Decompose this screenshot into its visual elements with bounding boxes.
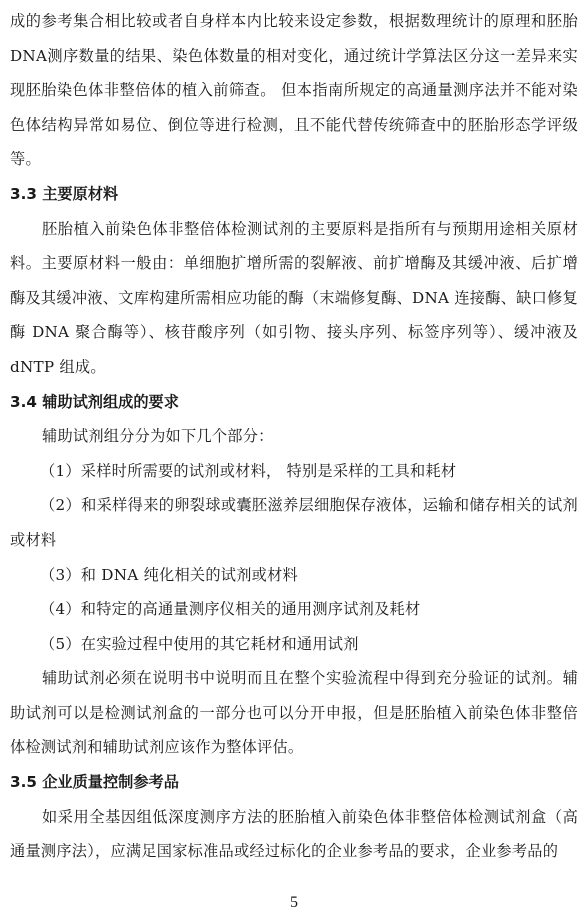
- paragraph-quality-control: 如采用全基因组低深度测序方法的胚胎植入前染色体非整倍体检测试剂盒（高通量测序法），应满足国家标准品或经过标化的企业参考品的要求，企业参考品的: [10, 807, 578, 861]
- document-body: [10, 4, 578, 869]
- list-item-2: （2）和采样得来的卵裂球或囊胚滋养层细胞保存液体，运输和储存相关的试剂或材料: [10, 496, 578, 549]
- section-heading-3-4: 3.4 辅助试剂组成的要求: [10, 392, 179, 411]
- section-heading-3-5: 3.5 企业质量控制参考品: [10, 773, 179, 792]
- paragraph-auxiliary-intro: 辅助试剂组分分为如下几个部分：: [42, 427, 274, 446]
- page-number: 5: [290, 894, 298, 911]
- list-item-4: （4）和特定的高通量测序仪相关的通用测序试剂及耗材: [40, 600, 421, 619]
- paragraph-auxiliary-requirements: 辅助试剂必须在说明书中说明而且在整个实验流程中得到充分验证的试剂。辅助试剂可以是检测试剂盒的一部分也可以分开申报，但是胚胎植入前染色体非整倍体检测试剂和辅助试剂应该作为整体评估。: [10, 669, 578, 757]
- section-heading-3-3: 3.3 主要原材料: [10, 184, 119, 203]
- list-item-5: （5）在实验过程中使用的其它耗材和通用试剂: [40, 634, 359, 653]
- paragraph-main-materials: 胚胎植入前染色体非整倍体检测试剂的主要原料是指所有与预期用途相关原材料。主要原材料一般由：单细胞扩增所需的裂解液、前扩增酶及其缓冲液、后扩增酶及其缓冲液、文库构建所需相应功能的酶（末端修复酶、DNA 连接酶、缺口修复酶 DNA 聚合酶等）、核苷酸序列（如引物、接头序列、标签序列等）、缓冲液及dNTP 组成。: [10, 219, 578, 376]
- list-item-3: （3）和 DNA 纯化相关的试剂或材料: [40, 565, 298, 584]
- paragraph-intro-continued: 成的参考集合相比较或者自身样本内比较来设定参数，根据数理统计的原理和胚胎DNA测序数量的结果、染色体数量的相对变化，通过统计学算法区分这一差异来实现胚胎染色体非整倍体的植入前筛查。 但本指南所规定的高通量测序法并不能对染色体结构异常如易位、倒位等进行检测，且不能代替传统筛查中的胚胎形态学评级等。: [10, 12, 578, 169]
- list-item-1: （1）采样时所需要的试剂或材料， 特别是采样的工具和耗材: [40, 461, 457, 480]
